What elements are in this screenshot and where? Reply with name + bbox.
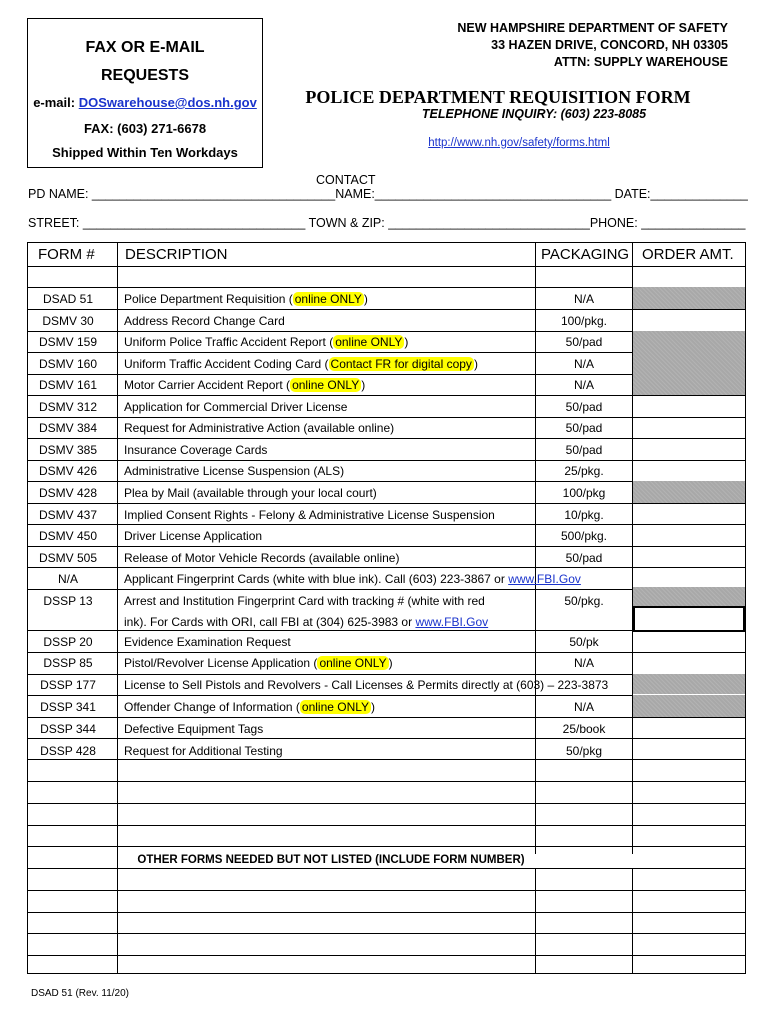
form-number: DSSP 20 (43, 635, 93, 649)
form-description (124, 656, 393, 670)
shipping-note: Shipped Within Ten Workdays (52, 145, 238, 160)
row-divider (27, 846, 746, 847)
form-description (124, 572, 581, 586)
description-suffix: ) (473, 357, 478, 371)
form-number: DSMV 30 (42, 314, 94, 328)
packaging-value: 50/pk (569, 635, 599, 649)
description-text: Release of Motor Vehicle Records (available online) (124, 551, 400, 565)
row-divider (27, 781, 746, 782)
form-description (124, 357, 478, 371)
order-input-dssp13[interactable] (633, 606, 745, 632)
col-divider-2b (535, 868, 536, 974)
description-text: Applicant Fingerprint Cards (white with blue ink). Call (603) 223-3867 or (124, 572, 509, 586)
row-divider (27, 803, 746, 804)
email-line (28, 95, 262, 110)
street-row[interactable]: STREET: ________________________________ TOWN & ZIP: _____________________________PHONE: _______________ (28, 216, 746, 230)
header-packaging: PACKAGING (541, 246, 630, 263)
form-number: DSMV 160 (38, 357, 98, 371)
row-divider (27, 417, 746, 418)
row-divider (27, 955, 746, 956)
packaging-value: 100/pkg. (560, 314, 608, 328)
fbi-link[interactable]: www.FBI.Gov (508, 572, 581, 586)
fbi-link[interactable]: www.FBI.Gov (415, 615, 489, 629)
contact-label: CONTACT (316, 173, 376, 187)
form-description (124, 400, 347, 414)
highlight-note: online ONLY (335, 335, 403, 349)
description-text: Defective Equipment Tags (124, 722, 264, 736)
form-number: DSSP 344 (40, 722, 96, 736)
description-text: Pistol/Revolver License Application ( (124, 656, 318, 670)
form-number: DSMV 437 (38, 508, 98, 522)
highlight-note: online ONLY (292, 378, 360, 392)
packaging-value: 50/pad (565, 421, 603, 435)
dept-attn: ATTN: SUPPLY WAREHOUSE (553, 55, 728, 69)
packaging-value: 10/pkg. (564, 508, 604, 522)
form-description (124, 700, 375, 714)
description-text: Implied Consent Rights - Felony & Administrative License Suspension (124, 508, 495, 522)
row-divider (27, 933, 746, 934)
packaging-value: 100/pkg (562, 486, 606, 500)
form-description (124, 678, 608, 692)
form-number: DSSP 13 (43, 594, 93, 608)
form-description (124, 464, 344, 478)
highlight-note: Contact FR for digital copy (330, 357, 472, 371)
form-description (124, 722, 263, 736)
order-cell-disabled (633, 287, 745, 309)
form-number: DSSP 177 (40, 678, 96, 692)
form-number: DSSP 428 (40, 744, 96, 758)
form-description (124, 529, 262, 543)
packaging-value: N/A (573, 292, 594, 306)
row-divider (27, 438, 746, 439)
row-divider (27, 759, 746, 760)
packaging-value: 50/pad (565, 551, 603, 565)
dept-address: 33 HAZEN DRIVE, CONCORD, NH 03305 (491, 38, 728, 52)
highlight-note: online ONLY (319, 656, 387, 670)
form-description (124, 744, 283, 758)
form-description (124, 508, 495, 522)
description-text: Arrest and Institution Fingerprint Card with tracking # (white with red (124, 594, 485, 608)
fax-title-line1: FAX OR E-MAIL (85, 39, 205, 56)
description-text: Uniform Traffic Accident Coding Card ( (124, 357, 329, 371)
packaging-value: 50/pad (565, 400, 603, 414)
packaging-value: 25/pkg. (564, 464, 604, 478)
order-cell-disabled (633, 331, 745, 395)
form-description (124, 335, 408, 349)
row-divider (27, 395, 746, 396)
row-divider (27, 868, 746, 869)
other-forms-label: OTHER FORMS NEEDED BUT NOT LISTED (INCLUDE FORM NUMBER) (137, 854, 525, 866)
description-text: ink). For Cards with ORI, call FBI at (304) 625-3983 or (124, 615, 416, 629)
row-divider (27, 912, 746, 913)
form-number: DSMV 428 (38, 486, 98, 500)
form-number: N/A (57, 572, 78, 586)
form-number: DSSP 341 (40, 700, 96, 714)
packaging-value: N/A (573, 700, 594, 714)
highlight-note: online ONLY (301, 700, 370, 714)
description-text: Driver License Application (124, 529, 263, 543)
form-number: DSMV 159 (38, 335, 98, 349)
description-text: Insurance Coverage Cards (124, 443, 268, 457)
header-form: FORM # (38, 246, 95, 263)
description-text: Application for Commercial Driver License (124, 400, 348, 414)
form-number: DSMV 384 (38, 421, 98, 435)
form-description (124, 635, 291, 649)
description-text: Police Department Requisition ( (124, 292, 293, 306)
packaging-value: 50/pad (565, 335, 603, 349)
form-number: DSMV 450 (38, 529, 98, 543)
description-suffix: ) (361, 378, 366, 392)
email-label: e-mail: (33, 95, 76, 110)
packaging-value: 50/pad (565, 443, 603, 457)
order-cell-disabled (633, 587, 745, 607)
description-text: Motor Carrier Accident Report ( (124, 378, 291, 392)
row-divider (27, 309, 746, 310)
form-revision: DSAD 51 (Rev. 11/20) (31, 988, 130, 999)
form-description (124, 314, 285, 328)
order-cell-disabled (633, 481, 745, 503)
pd-name-row[interactable]: PD NAME: ___________________________________NAME:__________________________________ DATE:______________ (28, 187, 748, 201)
description-text: Plea by Mail (available through your local court) (124, 486, 377, 500)
form-description (124, 421, 394, 435)
fax-email-box (27, 18, 263, 168)
form-number: DSMV 505 (38, 551, 98, 565)
packaging-value: N/A (573, 357, 594, 371)
form-description (124, 378, 365, 392)
fax-number: FAX: (603) 271-6678 (83, 121, 207, 136)
row-divider (27, 567, 746, 568)
description-suffix: ) (363, 292, 368, 306)
packaging-value: 500/pkg. (560, 529, 608, 543)
row-divider (27, 890, 746, 891)
description-text: Uniform Police Traffic Accident Report ( (124, 335, 334, 349)
form-number: DSMV 385 (38, 443, 98, 457)
packaging-value: 50/pkg. (564, 594, 604, 608)
header-description: DESCRIPTION (125, 246, 228, 263)
order-cell-disabled (633, 674, 745, 694)
form-number: DSMV 161 (38, 378, 98, 392)
description-suffix: ) (404, 335, 409, 349)
row-divider (27, 717, 746, 718)
email-link[interactable]: DOSwarehouse@dos.nh.gov (78, 95, 257, 110)
row-divider (27, 825, 746, 826)
row-divider (27, 738, 746, 739)
fax-title-line2: REQUESTS (100, 67, 189, 84)
form-number: DSSP 85 (43, 656, 93, 670)
row-divider (27, 266, 746, 267)
description-text: Administrative License Suspension (ALS) (124, 464, 345, 478)
form-number: DSMV 312 (38, 400, 98, 414)
col-divider-3b (632, 868, 633, 974)
form-description (124, 594, 485, 608)
description-suffix: ) (388, 656, 393, 670)
description-text: License to Sell Pistols and Revolvers - Call Licenses & Permits directly at (603) – 223-3873 (124, 678, 609, 692)
form-description (124, 615, 488, 629)
page-title: POLICE DEPARTMENT REQUISITION FORM (305, 87, 691, 107)
form-description (124, 292, 368, 306)
header-order-amt: ORDER AMT. (642, 246, 734, 263)
col-divider-2 (535, 242, 536, 854)
packaging-value: N/A (573, 656, 594, 670)
forms-url-link[interactable]: http://www.nh.gov/safety/forms.html (428, 137, 610, 149)
description-suffix: ) (371, 700, 376, 714)
packaging-value: 25/book (562, 722, 606, 736)
packaging-value: 50/pkg (565, 744, 603, 758)
description-text: Evidence Examination Request (124, 635, 291, 649)
packaging-value: N/A (573, 378, 594, 392)
row-divider (27, 524, 746, 525)
row-divider (27, 652, 746, 653)
form-description (124, 443, 267, 457)
dept-name: NEW HAMPSHIRE DEPARTMENT OF SAFETY (457, 21, 728, 35)
telephone-inquiry: TELEPHONE INQUIRY: (603) 223-8085 (421, 107, 647, 121)
row-divider (27, 503, 746, 504)
form-number: DSAD 51 (42, 292, 94, 306)
form-description (124, 486, 377, 500)
order-cell-disabled (633, 695, 745, 717)
description-text: Address Record Change Card (124, 314, 285, 328)
row-divider (27, 546, 746, 547)
description-text: Request for Administrative Action (available online) (124, 421, 395, 435)
description-text: Request for Additional Testing (124, 744, 283, 758)
form-number: DSMV 426 (38, 464, 98, 478)
highlight-note: online ONLY (294, 292, 362, 306)
row-divider (27, 460, 746, 461)
description-text: Offender Change of Information ( (124, 700, 300, 714)
form-description (124, 551, 399, 565)
